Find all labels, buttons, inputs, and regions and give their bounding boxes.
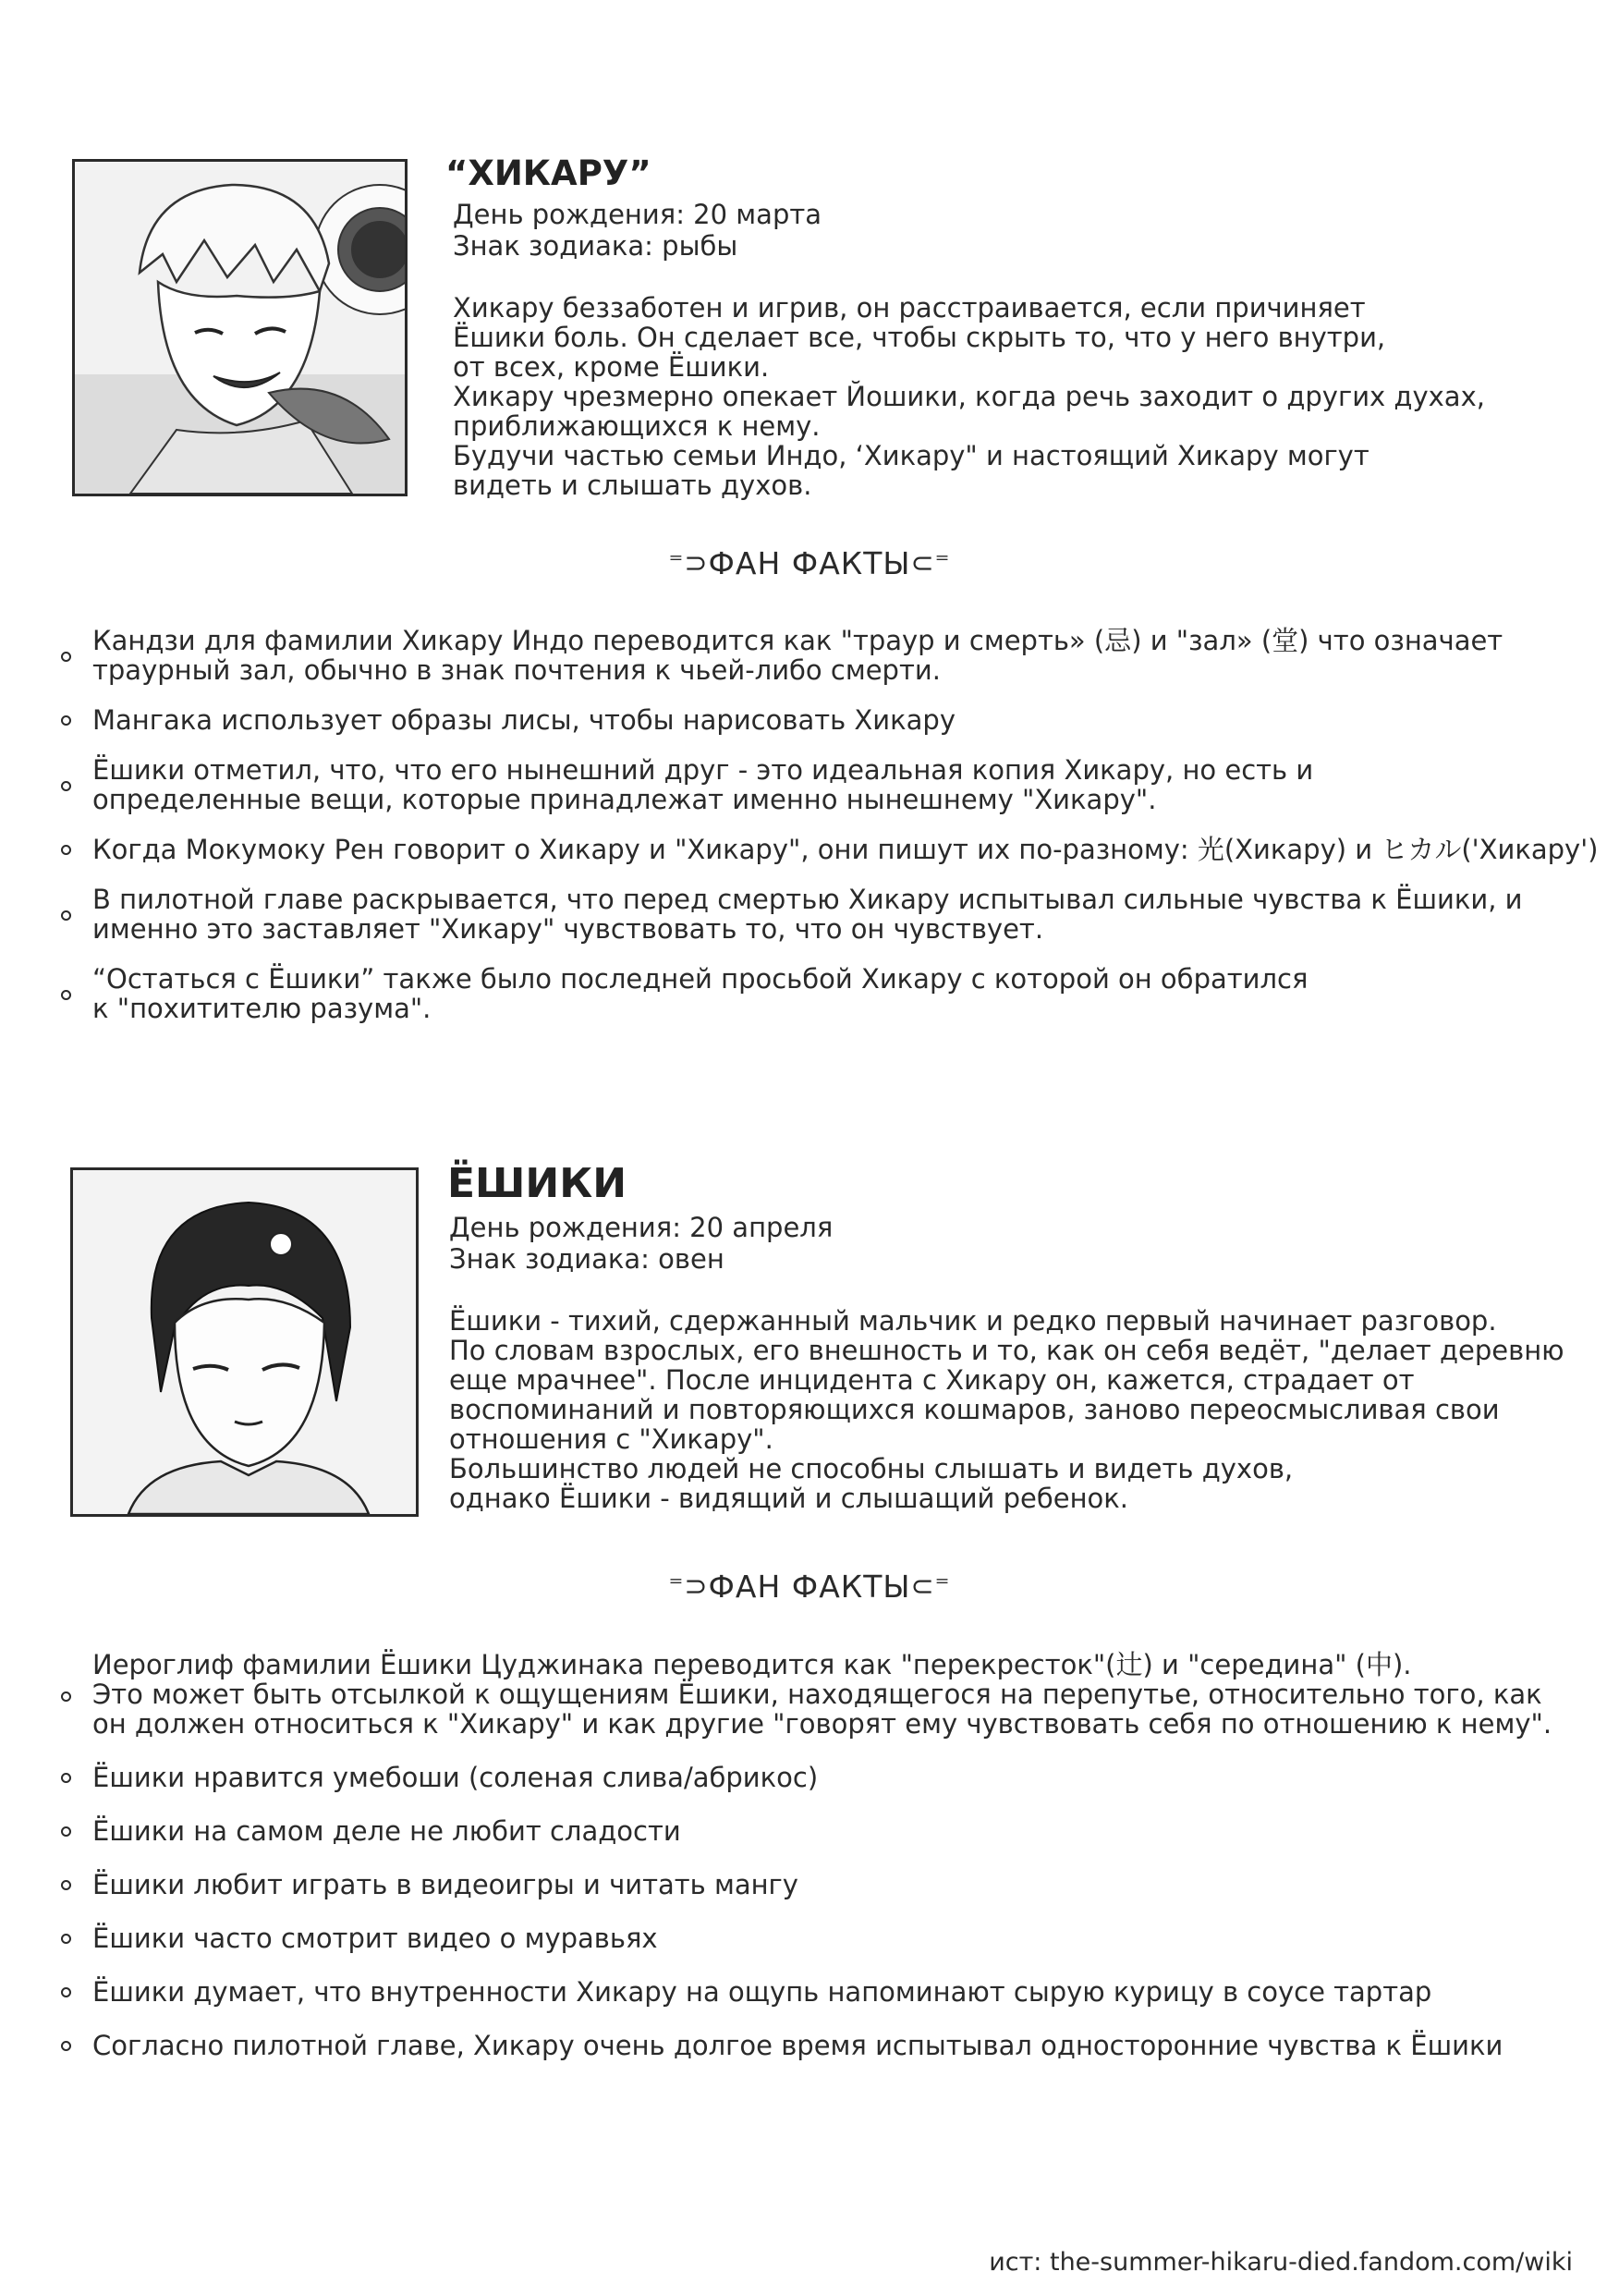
sparkle-right-icon: ⊂⁼ (910, 1570, 951, 1603)
yoshiki-description-line: По словам взрослых, его внешность и то, как он себя ведёт, "делает деревню (449, 1335, 1564, 1367)
bullet-icon (61, 1691, 71, 1702)
bullet-icon (61, 1987, 71, 1997)
hikaru-birthday: День рождения: 20 марта (453, 198, 822, 230)
hikaru-portrait-illustration (75, 162, 405, 494)
sparkle-right-icon: ⊂⁼ (910, 547, 951, 580)
list-item (61, 755, 1576, 814)
bullet-icon (61, 652, 71, 662)
hikaru-portrait (72, 159, 408, 496)
sparkle-left-icon: ⁼⊃ (668, 547, 709, 580)
fact-text: Ёшики на самом деле не любит сладости (92, 1815, 681, 1847)
source-link[interactable]: ист: the-summer-hikaru-died.fandom.com/wiki (989, 2248, 1573, 2277)
list-item (61, 834, 1599, 865)
hikaru-fan-facts-header (0, 545, 1619, 581)
fan-facts-title: ФАН ФАКТЫ (708, 1569, 911, 1605)
hikaru-description-line: приближающихся к нему. (453, 409, 821, 442)
yoshiki-name: ЁШИКИ (447, 1160, 627, 1207)
sparkle-left-icon: ⁼⊃ (668, 1570, 709, 1603)
fact-text: Ёшики отметил, что, что его нынешний друг - это идеальная копия Хикару, но есть и (92, 754, 1314, 786)
yoshiki-description-line: однако Ёшики - видящий и слышащий ребенок. (449, 1483, 1129, 1515)
fact-text: он должен относиться к "Хикару" и как другие "говорят ему чувствовать себя по отношению к нему". (92, 1708, 1552, 1740)
bullet-icon (61, 2041, 71, 2051)
yoshiki-fan-facts-header (0, 1569, 1619, 1605)
yoshiki-profile (447, 1162, 1564, 1513)
fact-text: к "похитителю разума". (92, 993, 432, 1024)
bullet-icon (61, 1826, 71, 1837)
list-item (61, 1763, 1576, 1792)
hikaru-profile (444, 155, 1485, 500)
list-item (61, 1870, 1576, 1899)
yoshiki-portrait-illustration (73, 1170, 416, 1514)
list-item (61, 2031, 1576, 2060)
hikaru-description-line: видеть и слышать духов. (453, 469, 812, 501)
fact-text: Ёшики часто смотрит видео о муравьях (92, 1923, 658, 1954)
yoshiki-description-line: отношения с "Хикару". (449, 1423, 773, 1456)
hikaru-description-line: Будучи частью семьи Индо, ‘Хикару" и настоящий Хикару могут (453, 439, 1369, 471)
fact-text: траурный зал, обычно в знак почтения к чьей-либо смерти. (92, 654, 941, 686)
yoshiki-birthday: День рождения: 20 апреля (449, 1212, 834, 1244)
hikaru-description-line: Хикару беззаботен и игрив, он расстраивается, если причиняет (453, 291, 1366, 324)
fact-text: Ёшики нравится умебоши (соленая слива/абрикос) (92, 1762, 819, 1793)
hikaru-facts-list (61, 625, 1599, 1024)
hikaru-name: “ХИКАРУ” (445, 153, 651, 193)
fact-text: Ёшики любит играть в видеоигры и читать мангу (92, 1869, 798, 1900)
list-item (61, 705, 1576, 735)
fact-text: Это может быть отсылкой к ощущениям Ёшики, находящегося на перепутье, относительно того, как (92, 1679, 1542, 1710)
list-item (61, 1816, 1576, 1846)
hikaru-description-line: от всех, кроме Ёшики. (453, 350, 770, 383)
list-item (61, 626, 1576, 685)
hair-clip-icon (270, 1233, 292, 1255)
hikaru-description-line: Ёшики боль. Он сделает все, чтобы скрыть то, что у него внутри, (453, 321, 1386, 353)
yoshiki-description-line: Ёшики - тихий, сдержанный мальчик и редко первый начинает разговор. (449, 1305, 1497, 1337)
fact-text: “Остаться с Ёшики” также было последней просьбой Хикару с которой он обратился (92, 963, 1309, 995)
bullet-icon (61, 845, 71, 855)
bullet-icon (61, 781, 71, 791)
fact-text: Согласно пилотной главе, Хикару очень долгое время испытывал односторонние чувства к Ёшики (92, 2030, 1503, 2061)
fact-text: Мангака использует образы лисы, чтобы нарисовать Хикару (92, 704, 956, 736)
fact-text: именно это заставляет "Хикару" чувствовать то, что он чувствует. (92, 913, 1044, 945)
fact-text: Кандзи для фамилии Хикару Индо переводится как "траур и смерть» (忌) и "зал» (堂) что означает (92, 625, 1503, 656)
bullet-icon (61, 990, 71, 1000)
list-item (61, 1650, 1576, 1739)
list-item (61, 964, 1576, 1023)
yoshiki-zodiac: Знак зодиака: овен (449, 1243, 724, 1276)
yoshiki-facts-list (61, 1650, 1576, 2060)
yoshiki-description-line: воспоминаний и повторяющихся кошмаров, заново переосмысливая свои (449, 1394, 1500, 1426)
fan-facts-title: ФАН ФАКТЫ (708, 545, 911, 581)
hikaru-zodiac: Знак зодиака: рыбы (453, 229, 738, 262)
bullet-icon (61, 715, 71, 726)
list-item (61, 885, 1576, 944)
bullet-icon (61, 1880, 71, 1890)
yoshiki-description-line: еще мрачнее". После инцидента с Хикару он, кажется, страдает от (449, 1364, 1415, 1397)
list-item (61, 1977, 1576, 2007)
fact-text: определенные вещи, которые принадлежат именно нынешнему "Хикару". (92, 784, 1157, 815)
bullet-icon (61, 1934, 71, 1944)
yoshiki-description-line: Большинство людей не способны слышать и видеть духов, (449, 1453, 1294, 1485)
fact-text: Иероглиф фамилии Ёшики Цуджинака переводится как "перекресток"(辻) и "середина" (中). (92, 1649, 1412, 1680)
fact-text: Когда Мокумоку Рен говорит о Хикару и "Хикару", они пишут их по-разному: 光(Хикару) и ヒカル('Хикару') (92, 834, 1599, 865)
hikaru-description-line: Хикару чрезмерно опекает Йошики, когда речь заходит о других духах, (453, 380, 1485, 412)
fact-text: В пилотной главе раскрывается, что перед смертью Хикару испытывал сильные чувства к Ёшики, и (92, 884, 1523, 915)
yoshiki-portrait (70, 1167, 419, 1517)
fact-text: Ёшики думает, что внутренности Хикару на ощупь напоминают сырую курицу в соусе тартар (92, 1976, 1432, 2008)
bullet-icon (61, 1773, 71, 1783)
bullet-icon (61, 910, 71, 921)
list-item (61, 1924, 1576, 1953)
